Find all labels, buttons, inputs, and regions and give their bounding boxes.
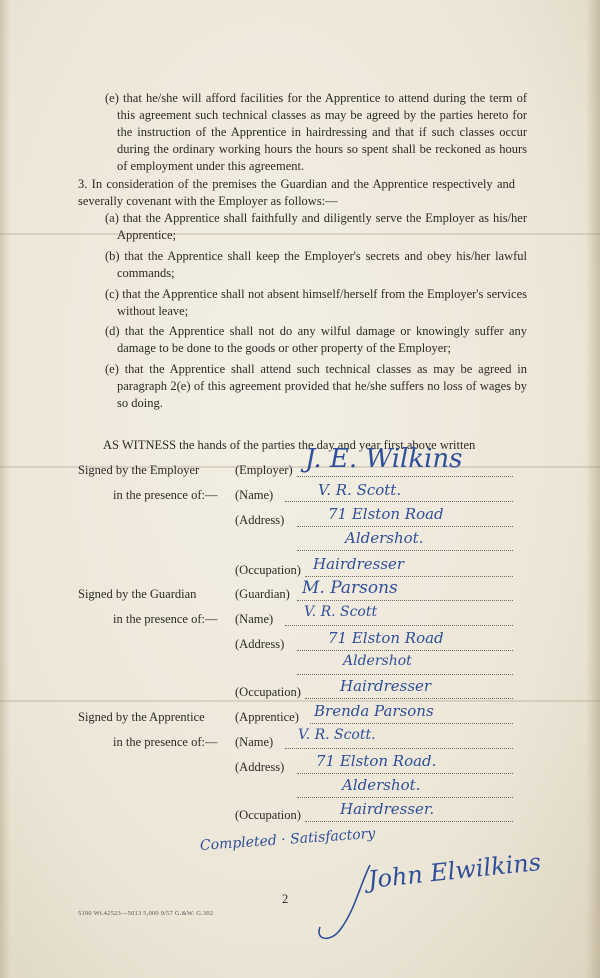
apprentice-witness-name-label: (Name) — [235, 735, 274, 749]
apprentice-witness-address-label: (Address) — [235, 760, 285, 774]
clause-3-intro: 3. In consideration of the premises the Guardian and the Apprentice respectively and severally covenant with the Employer as follows:— — [78, 177, 515, 208]
signed-by-guardian-label: Signed by the Guardian — [78, 587, 197, 601]
clause-3a: (a) that the Apprentice shall faithfully and diligently serve the Employer as his/her Apprentice; — [105, 211, 527, 242]
guardian-signature: M. Parsons — [302, 578, 398, 598]
witness-line: AS WITNESS the hands of the parties the day and year first above written — [103, 438, 476, 452]
employer-witness-occupation-label: (Occupation) — [235, 563, 301, 577]
guardian-witness-address-2: Aldershot — [343, 653, 412, 669]
guardian-field-label: (Guardian) — [235, 587, 290, 601]
apprentice-witness-address-line-1 — [297, 773, 513, 774]
employer-witness-address-line-2 — [297, 550, 513, 551]
employer-witness-address-label: (Address) — [235, 513, 285, 527]
guardian-witness-name-line — [285, 625, 513, 626]
paper-edge-right — [586, 0, 600, 978]
clause-2e: (e) that he/she will afford facilities for the Apprentice to attend during the term of this agreement such technical classes as may be agreed by the parties hereto for the instruction of the Apprentice in hairdressing and that if such classes occur during the ordinary working hours the hours so spent shall be reckoned as hours of employment under this agreement. — [105, 91, 527, 173]
clause-3e: (e) that the Apprentice shall attend such technical classes as may be agreed in paragraph 2(e) of this agreement provided that he/she suffers no loss of wages by so doing. — [105, 362, 527, 410]
apprentice-witness-name-line — [285, 748, 513, 749]
employer-witness-occupation: Hairdresser — [313, 555, 405, 573]
guardian-witness-presence-label: in the presence of:— — [113, 612, 218, 626]
apprentice-witness-address-2: Aldershot. — [342, 776, 421, 794]
page-number: 2 — [282, 892, 289, 906]
guardian-witness-address-line-1 — [297, 650, 513, 651]
fold-crease — [0, 700, 600, 702]
final-signature: John Elwilkins — [366, 847, 543, 894]
clause-3c: (c) that the Apprentice shall not absent himself/herself from the Employer's services without leave; — [105, 287, 527, 318]
guardian-witness-occupation: Hairdresser — [340, 677, 432, 695]
apprentice-witness-address-line-2 — [297, 797, 513, 798]
apprentice-witness-name: V. R. Scott. — [298, 727, 376, 743]
clause-3b: (b) that the Apprentice shall keep the Employer's secrets and obey his/her lawful commands; — [105, 249, 527, 280]
guardian-witness-address-1: 71 Elston Road — [328, 629, 444, 647]
guardian-witness-occupation-line — [305, 698, 513, 699]
employer-witness-name-line — [285, 501, 513, 502]
employer-witness-presence-label: in the presence of:— — [113, 488, 218, 502]
apprentice-witness-presence-label: in the presence of:— — [113, 735, 218, 749]
print-code-footer: 5190 Wt.42523—5013 5,000 9/57 G.&W. G.302 — [78, 910, 214, 917]
apprentice-field-label: (Apprentice) — [235, 710, 299, 724]
apprentice-witness-address-1: 71 Elston Road. — [316, 752, 437, 770]
guardian-witness-name-label: (Name) — [235, 612, 274, 626]
employer-signature-line — [297, 476, 513, 477]
guardian-witness-name: V. R. Scott — [304, 604, 378, 620]
employer-witness-name: V. R. Scott. — [318, 481, 402, 499]
employer-witness-address-line-1 — [297, 526, 513, 527]
apprentice-witness-occupation-label: (Occupation) — [235, 808, 301, 822]
employer-signature: J. E. Wilkins — [305, 444, 463, 474]
completion-note: Completed · Satisfactory — [199, 825, 376, 854]
guardian-witness-occupation-label: (Occupation) — [235, 685, 301, 699]
employer-witness-name-label: (Name) — [235, 488, 274, 502]
guardian-witness-address-label: (Address) — [235, 637, 285, 651]
employer-witness-address-1: 71 Elston Road — [328, 505, 444, 523]
employer-witness-address-2: Aldershot. — [345, 529, 424, 547]
paper-edge-left — [0, 0, 10, 978]
apprentice-witness-occupation-line — [305, 821, 513, 822]
apprentice-signature-line — [310, 723, 513, 724]
apprentice-witness-occupation: Hairdresser. — [340, 800, 435, 818]
signed-by-employer-label: Signed by the Employer — [78, 463, 200, 477]
signature-flourish — [300, 855, 420, 945]
guardian-signature-line — [297, 600, 513, 601]
apprentice-signature: Brenda Parsons — [314, 702, 434, 720]
employer-witness-occupation-line — [305, 576, 513, 577]
employer-field-label: (Employer) — [235, 463, 293, 477]
signed-by-apprentice-label: Signed by the Apprentice — [78, 710, 205, 724]
clause-3d: (d) that the Apprentice shall not do any wilful damage or knowingly suffer any damage to be done to the goods or other property of the Employer; — [105, 324, 527, 355]
guardian-witness-address-line-2 — [297, 674, 513, 675]
